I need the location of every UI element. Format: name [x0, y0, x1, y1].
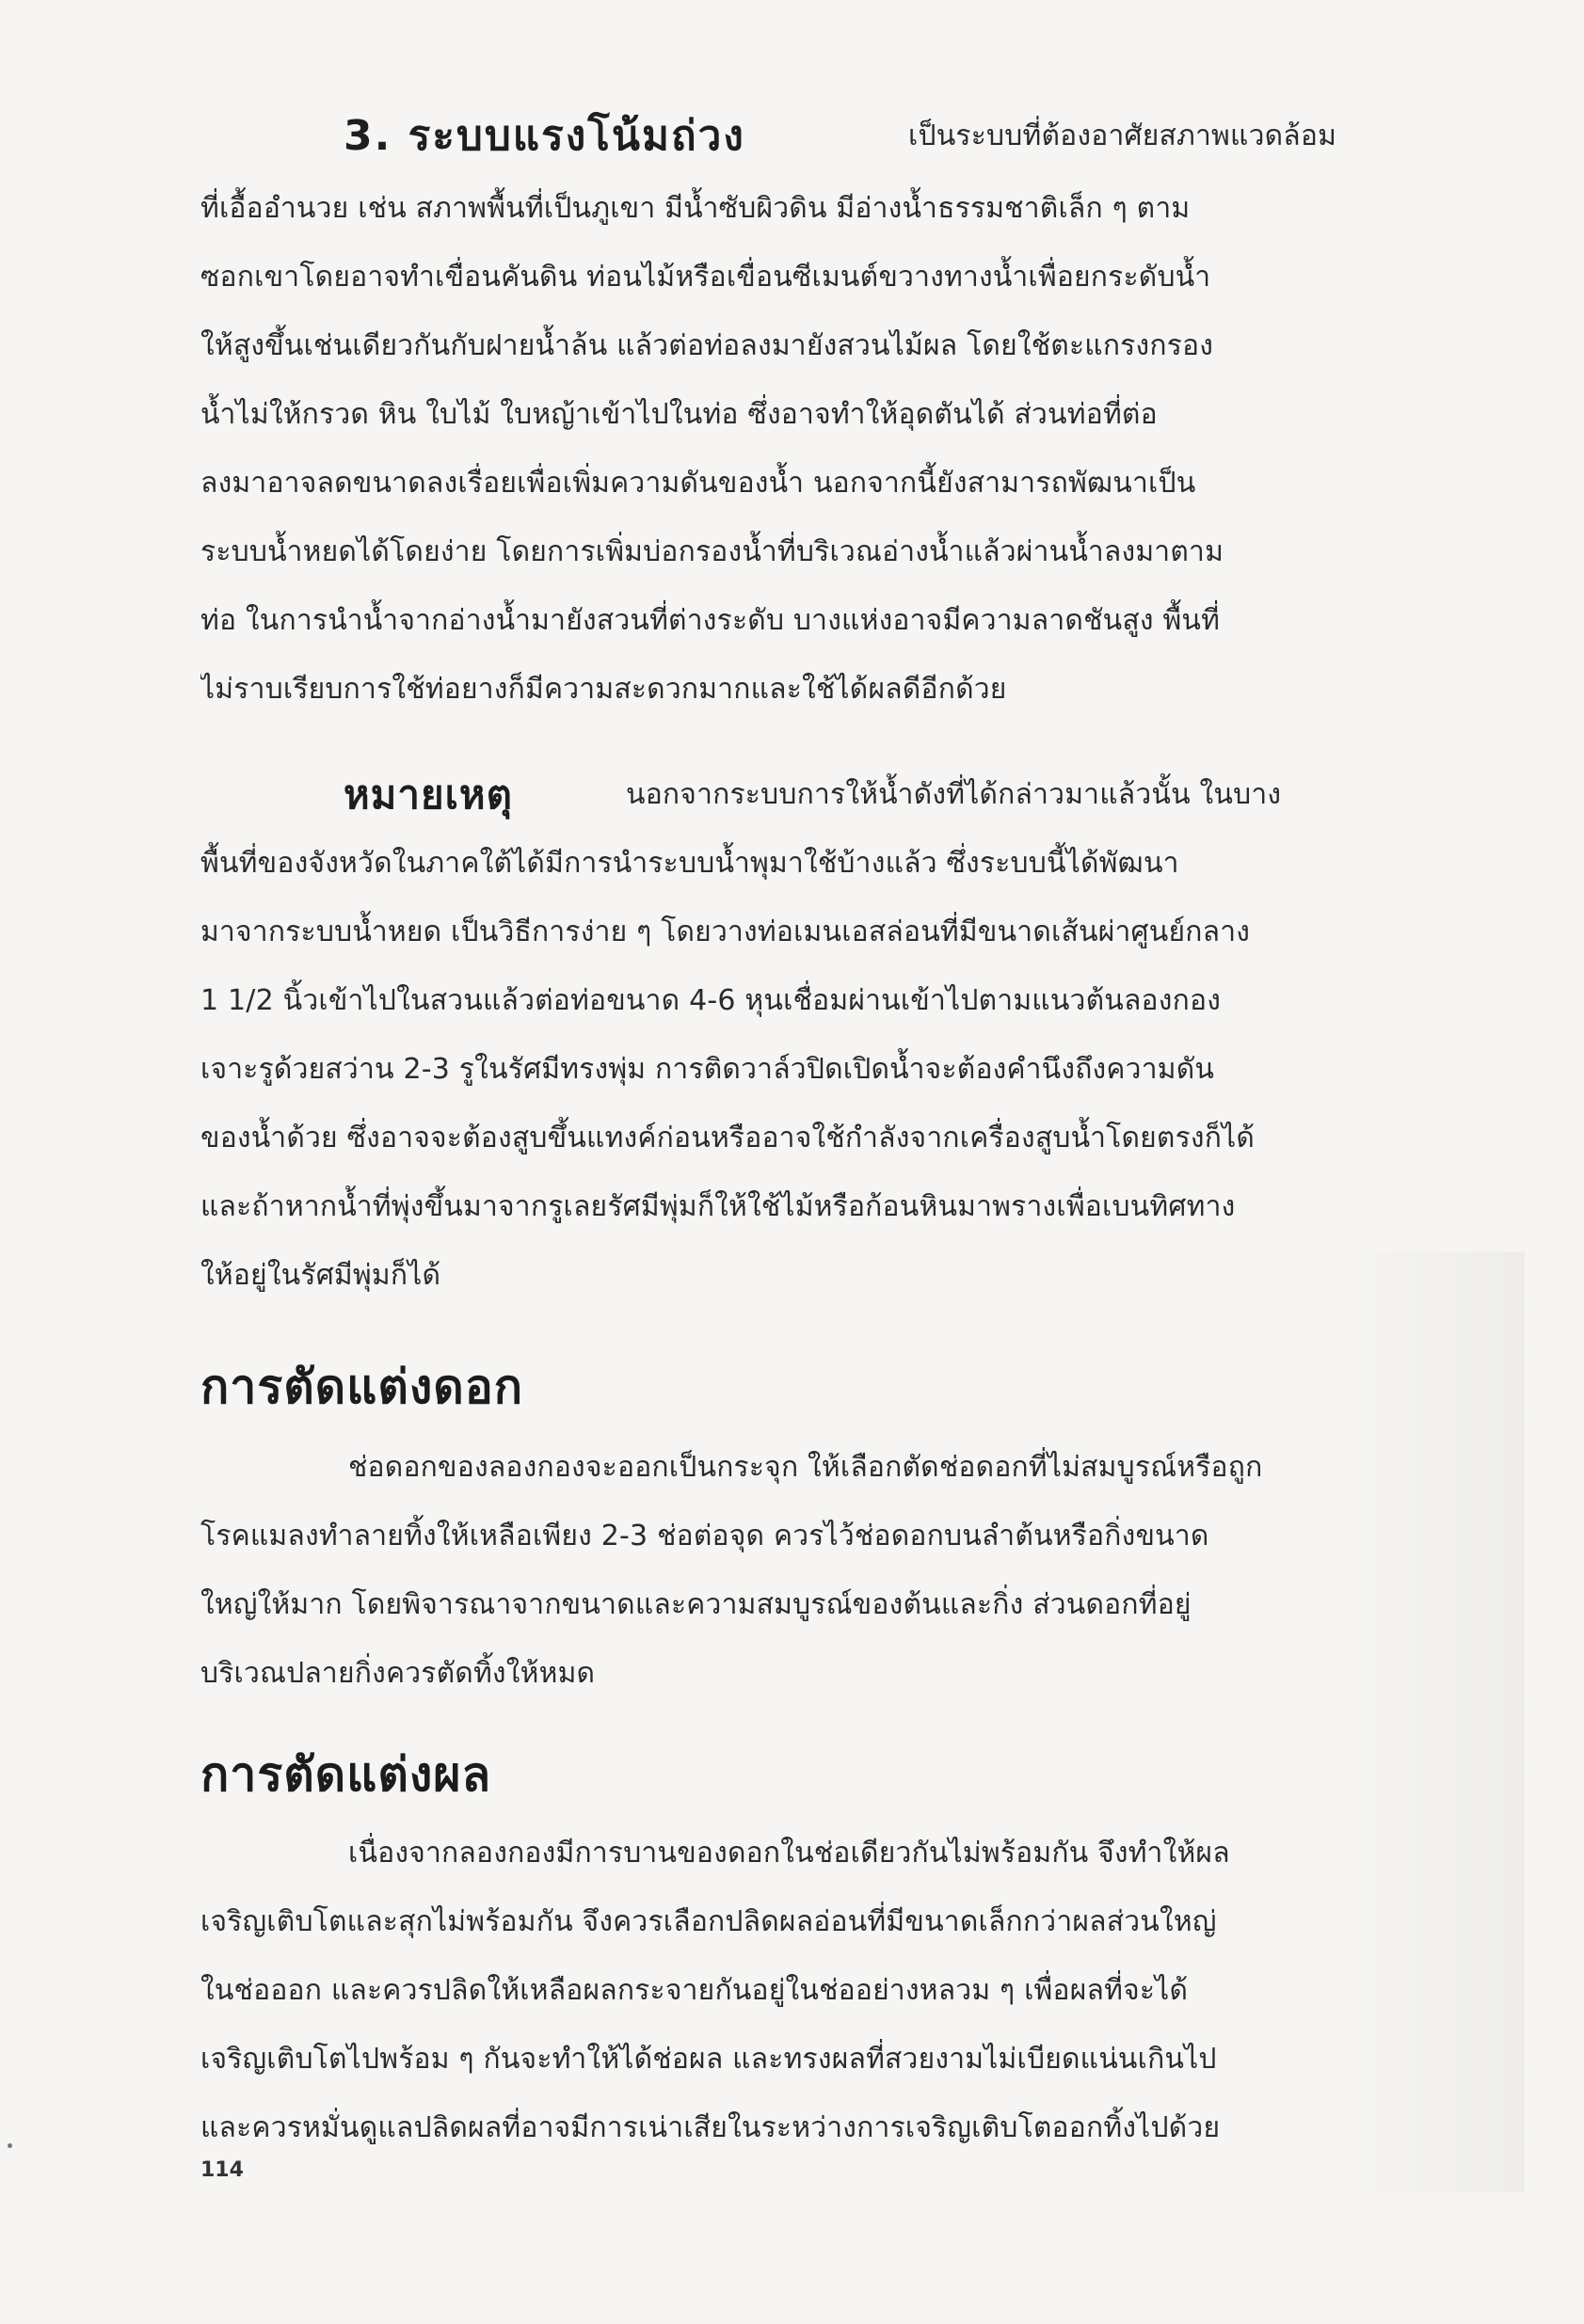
note-heading: หมายเหตุ — [344, 772, 513, 818]
paragraph-line: มาจากระบบน้ำหยด เป็นวิธีการง่าย ๆ โดยวางท่อเมนเอสล่อนที่มีขนาดเส้นผ่าศูนย์กลาง — [200, 915, 1251, 948]
section-heading-gravity-system: 3. ระบบแรงโน้มถ่วง — [344, 112, 745, 160]
paragraph-line: ลงมาอาจลดขนาดลงเรื่อยเพื่อเพิ่มความดันของน้ำ นอกจากนี้ยังสามารถพัฒนาเป็น — [200, 467, 1196, 500]
paragraph-line: ให้สูงขึ้นเช่นเดียวกันกับฝายน้ำล้น แล้วต่อท่อลงมายังสวนไม้ผล โดยใช้ตะแกรงกรอง — [200, 329, 1214, 362]
section-title-flower-pruning: การตัดแต่งดอก — [200, 1360, 524, 1414]
paragraph-line: ท่อ ในการนำน้ำจากอ่างน้ำมายังสวนที่ต่างระดับ บางแห่งอาจมีความลาดชันสูง พื้นที่ — [200, 604, 1221, 637]
paragraph-line: เจริญเติบโตไปพร้อม ๆ กันจะทำให้ได้ช่อผล และทรงผลที่สวยงามไม่เบียดแน่นเกินไป — [200, 2043, 1217, 2076]
paragraph-line: ของน้ำด้วย ซึ่งอาจจะต้องสูบขึ้นแทงค์ก่อนหรืออาจใช้กำลังจากเครื่องสูบน้ำโดยตรงก็ได้ — [200, 1122, 1256, 1154]
paragraph-line: ซอกเขาโดยอาจทำเขื่อนคันดิน ท่อนไม้หรือเขื่อนซีเมนต์ขวางทางน้ำเพื่อยกระดับน้ำ — [200, 261, 1211, 294]
paragraph-line: ไม่ราบเรียบการใช้ท่อยางก็มีความสะดวกมากและใช้ได้ผลดีอีกด้วย — [200, 673, 1007, 706]
paragraph-line: เป็นระบบที่ต้องอาศัยสภาพแวดล้อม — [908, 119, 1337, 152]
paragraph-line: ระบบน้ำหยดได้โดยง่าย โดยการเพิ่มบ่อกรองน้ำที่บริเวณอ่างน้ำแล้วผ่านน้ำลงมาตาม — [200, 535, 1224, 568]
paragraph-line: และถ้าหากน้ำที่พุ่งขึ้นมาจากรูเลยรัศมีพุ่มก็ให้ใช้ไม้หรือก้อนหินมาพรางเพื่อเบนทิศทาง — [200, 1190, 1236, 1223]
page-number: 114 — [200, 2158, 244, 2182]
paragraph-line: 1 1/2 นิ้วเข้าไปในสวนแล้วต่อท่อขนาด 4-6 หุนเชื่อมผ่านเข้าไปตามแนวต้นลองกอง — [200, 984, 1222, 1017]
paragraph-line: และควรหมั่นดูแลปลิดผลที่อาจมีการเน่าเสียในระหว่างการเจริญเติบโตออกทิ้งไปด้วย — [200, 2111, 1221, 2144]
paragraph-line: เนื่องจากลองกองมีการบานของดอกในช่อเดียวกันไม่พร้อมกัน จึงทำให้ผล — [348, 1837, 1230, 1870]
paragraph-line: นอกจากระบบการให้น้ำดังที่ได้กล่าวมาแล้วนั้น ในบาง — [626, 778, 1282, 811]
section-title-fruit-pruning: การตัดแต่งผล — [200, 1747, 492, 1802]
paragraph-line: ในช่อออก และควรปลิดให้เหลือผลกระจายกันอยู่ในช่ออย่างหลวม ๆ เพื่อผลที่จะได้ — [200, 1974, 1189, 2007]
paragraph-line: เจาะรูด้วยสว่าน 2-3 รูในรัศมีทรงพุ่ม การติดวาล์วปิดเปิดน้ำจะต้องคำนึงถึงความดัน — [200, 1053, 1215, 1086]
scan-speck — [8, 2143, 12, 2148]
paragraph-line: พื้นที่ของจังหวัดในภาคใต้ได้มีการนำระบบน้ำพุมาใช้บ้างแล้ว ซึ่งระบบนี้ได้พัฒนา — [200, 847, 1179, 880]
paragraph-line: บริเวณปลายกิ่งควรตัดทิ้งให้หมด — [200, 1657, 596, 1690]
paragraph-line: ที่เอื้ออำนวย เช่น สภาพพื้นที่เป็นภูเขา มีน้ำซับผิวดิน มีอ่างน้ำธรรมชาติเล็ก ๆ ตาม — [200, 192, 1191, 225]
paragraph-line: เจริญเติบโตและสุกไม่พร้อมกัน จึงควรเลือกปลิดผลอ่อนที่มีขนาดเล็กกว่าผลส่วนใหญ่ — [200, 1905, 1217, 1938]
paragraph-line: โรคแมลงทำลายทิ้งให้เหลือเพียง 2-3 ช่อต่อจุด ควรไว้ช่อดอกบนลำต้นหรือกิ่งขนาด — [200, 1520, 1209, 1552]
paragraph-line: น้ำไม่ให้กรวด หิน ใบไม้ ใบหญ้าเข้าไปในท่อ ซึ่งอาจทำให้อุดตันได้ ส่วนท่อที่ต่อ — [200, 398, 1158, 431]
paragraph-line: ใหญ่ให้มาก โดยพิจารณาจากขนาดและความสมบูรณ์ของต้นและกิ่ง ส่วนดอกที่อยู่ — [200, 1588, 1192, 1621]
paragraph-line: ให้อยู่ในรัศมีพุ่มก็ได้ — [200, 1259, 441, 1292]
paragraph-line: ช่อดอกของลองกองจะออกเป็นกระจุก ให้เลือกตัดช่อดอกที่ไม่สมบูรณ์หรือถูก — [348, 1451, 1263, 1484]
